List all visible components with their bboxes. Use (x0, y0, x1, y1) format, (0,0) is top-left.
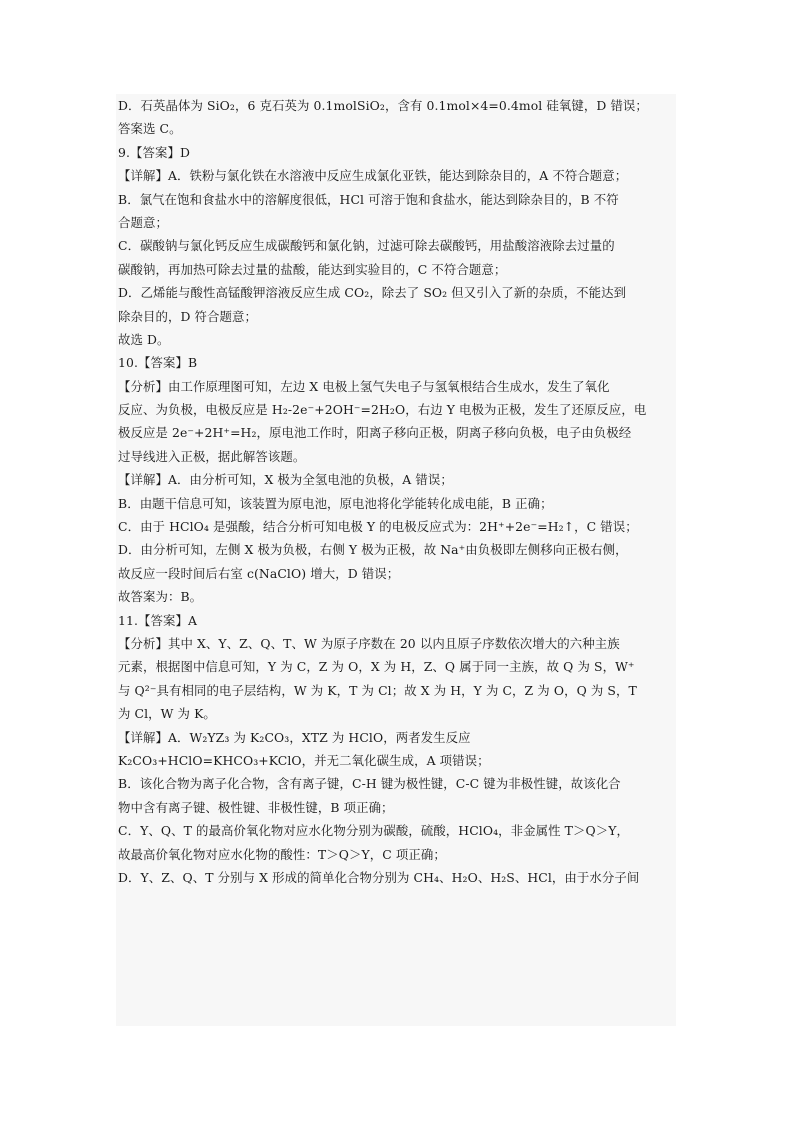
question-11-answer: 11.【答案】A (118, 612, 198, 628)
text-body (118, 94, 674, 889)
text-line: B．该化合物为离子化合物，含有离子键，C-H 键为极性键，C-C 键为非极性键，故该化合 (118, 776, 621, 792)
text-line: 为 Cl，W 为 K。 (118, 706, 216, 722)
text-line: 【详解】A．由分析可知，X 极为全氢电池的负极，A 错误； (118, 472, 453, 488)
text-line: 【分析】由工作原理图可知，左边 X 电极上氢气失电子与氢氧根结合生成水，发生了氧化 (118, 378, 610, 394)
text-line: 答案选 C。 (118, 121, 182, 137)
text-line: 【详解】A．铁粉与氯化铁在水溶液中反应生成氯化亚铁，能达到除杂目的，A 不符合题意； (118, 168, 628, 184)
text-line: D．石英晶体为 SiO₂，6 克石英为 0.1molSiO₂，含有 0.1mol×4=0.4mol 硅氧键，D 错误； (118, 98, 648, 113)
text-line: B．由题干信息可知，该装置为原电池，原电池将化学能转化成电能，B 正确； (118, 495, 553, 511)
text-line: D．由分析可知，左侧 X 极为负极，右侧 Y 极为正极，故 Na⁺由负极即左侧移向正极右侧， (118, 542, 628, 558)
text-line: 故反应一段时间后右室 c(NaClO) 增大，D 错误； (118, 565, 400, 581)
text-line: B．氯气在饱和食盐水中的溶解度很低，HCl 可溶于饱和食盐水，能达到除杂目的，B 不符 (118, 191, 619, 207)
text-line: C．Y、Q、T 的最高价氧化物对应水化物分别为碳酸，硫酸，HClO₄，非金属性 T＞Q＞Y， (118, 823, 630, 839)
text-line: 合题意； (118, 214, 168, 230)
text-line: 除杂目的，D 符合题意； (118, 308, 257, 324)
text-line: C．由于 HClO₄ 是强酸，结合分析可知电极 Y 的电极反应式为：2H⁺+2e⁻=H₂↑，C 错误； (118, 519, 638, 535)
question-10-answer: 10.【答案】B (118, 355, 198, 371)
text-line: 元素，根据图中信息可知，Y 为 C，Z 为 O，X 为 H，Z、Q 属于同一主族，故 Q 为 S，W⁺ (118, 659, 635, 675)
document-page (116, 94, 676, 1026)
text-line: 故最高价氧化物对应水化物的酸性：T＞Q＞Y，C 项正确； (118, 846, 446, 862)
text-line: D．Y、Z、Q、T 分别与 X 形成的简单化合物分别为 CH₄、H₂O、H₂S、HCl，由于水分子间 (118, 869, 640, 885)
text-line: 物中含有离子键、极性键、非极性键，B 项正确； (118, 799, 394, 815)
text-line: C．碳酸钠与氯化钙反应生成碳酸钙和氯化钠，过滤可除去碳酸钙，用盐酸溶液除去过量的 (118, 238, 615, 254)
text-line: 【分析】其中 X、Y、Z、Q、T、W 为原子序数在 20 以内且原子序数依次增大的六种主族 (118, 635, 620, 651)
text-line: 故选 D。 (118, 331, 170, 347)
text-line: 与 Q²⁻具有相同的电子层结构，W 为 K，T 为 Cl；故 X 为 H，Y 为 C，Z 为 O，Q 为 S，T (118, 682, 637, 698)
text-line: D．乙烯能与酸性高锰酸钾溶液反应生成 CO₂，除去了 SO₂ 但又引入了新的杂质，不能达到 (118, 285, 627, 301)
text-line: 【详解】A．W₂YZ₃ 为 K₂CO₃，XTZ 为 HClO，两者发生反应 (118, 729, 471, 745)
question-9-answer: 9.【答案】D (118, 144, 191, 160)
text-line: 过导线进入正极，据此解答该题。 (118, 448, 306, 464)
text-line: 反应、为负极，电极反应是 H₂-2e⁻+2OH⁻=2H₂O，右边 Y 电极为正极，发生了还原反应，电 (118, 402, 647, 418)
text-line: 碳酸钠，再加热可除去过量的盐酸，能达到实验目的，C 不符合题意； (118, 261, 507, 277)
text-line: 故答案为：B。 (118, 589, 203, 605)
text-line: 极反应是 2e⁻+2H⁺=H₂，原电池工作时，阳离子移向正极，阴离子移向负极，电子由负极经 (118, 425, 632, 441)
text-line: K₂CO₃+HClO=KHCO₃+KClO，并无二氧化碳生成，A 项错误； (118, 752, 490, 768)
